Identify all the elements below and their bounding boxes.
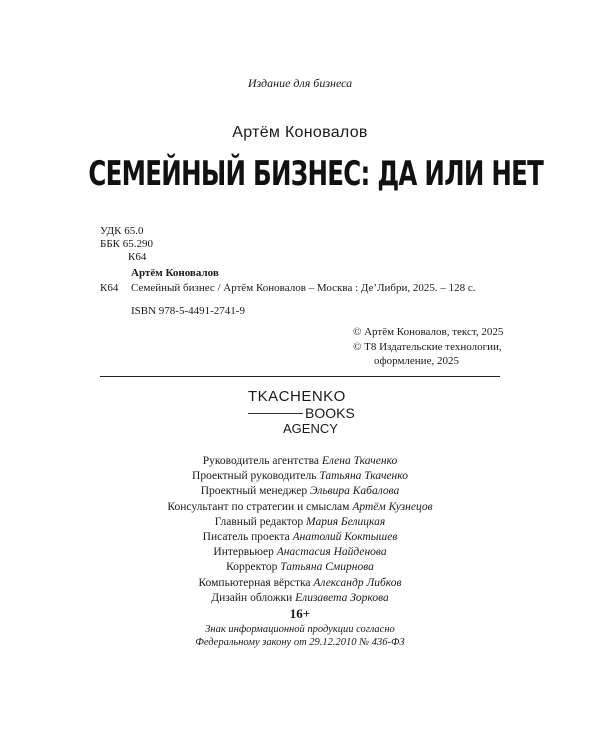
credit-row [0,576,600,591]
book-title-text: СЕМЕЙНЫЙ БИЗНЕС: ДА ИЛИ НЕТ [88,154,544,194]
age-notice [0,623,600,649]
bbk-code: ББК 65.290 [100,238,153,250]
credit-row [0,484,600,499]
logo-line-1: TKACHENKO [248,388,346,405]
logo-rule [248,413,303,414]
credit-row [0,591,600,606]
credit-row [0,469,600,484]
copyright-text: © Артём Коновалов, текст, 2025 [353,326,504,338]
credit-role: Корректор [226,561,278,574]
credit-name: Анастасия Найденова [276,546,387,559]
credit-role: Проектный руководитель [192,470,317,483]
bib-author: Артём Коновалов [131,267,219,279]
credit-row [0,530,600,545]
credit-role: Руководитель агентства [202,455,319,467]
notice-line-2: Федеральному закону от 29.12.2010 № 436-ФЗ [195,637,405,648]
credit-name: Татьяна Смирнова [280,561,374,574]
credit-name: Мария Белицкая [306,515,386,528]
credit-name: Елена Ткаченко [321,455,398,467]
series-label: Издание для бизнеса [247,76,353,90]
copyright-design: © Т8 Издательские технологии, [353,341,502,353]
logo-line-2: BOOKS [305,405,355,421]
agency-logo [240,388,360,440]
credit-row [0,500,600,515]
bib-code: К64 [100,282,119,294]
credit-name: Елизавета Зоркова [295,591,389,604]
credit-name: Александр Либков [313,576,402,589]
bib-description: Семейный бизнес / Артём Коновалов – Москва : Де’Либри, 2025. – 128 с. [131,282,476,294]
credit-role: Проектный менеджер [200,485,308,498]
credit-role: Консультант по стратегии и смыслам [167,500,350,513]
credit-name: Эльвира Кабалова [309,485,400,498]
age-rating: 16+ [289,606,311,621]
udk-code: УДК 65.0 [100,225,144,237]
isbn: ISBN 978-5-4491-2741-9 [131,305,245,317]
copyright-design-cont: оформление, 2025 [374,355,459,367]
credits-list [0,454,600,606]
author-code: К64 [128,251,147,263]
credit-role: Интервьюер [213,546,274,559]
book-title [0,152,600,196]
credit-row [0,515,600,530]
credit-name: Анатолий Коктышев [292,531,398,544]
credit-row [0,545,600,560]
credit-role: Дизайн обложки [211,591,293,604]
logo-line-3: AGENCY [283,421,338,436]
author-name: Артём Коновалов [232,124,368,141]
credit-name: Татьяна Ткаченко [319,470,408,483]
credit-name: Артём Кузнецов [352,500,433,513]
credit-row [0,560,600,575]
notice-line-1: Знак информационной продукции согласно [205,624,395,635]
credit-role: Компьютерная вёрстка [198,576,311,589]
credit-role: Главный редактор [214,515,304,528]
credit-row [0,454,600,469]
credit-role: Писатель проекта [202,531,290,544]
divider [100,376,500,377]
